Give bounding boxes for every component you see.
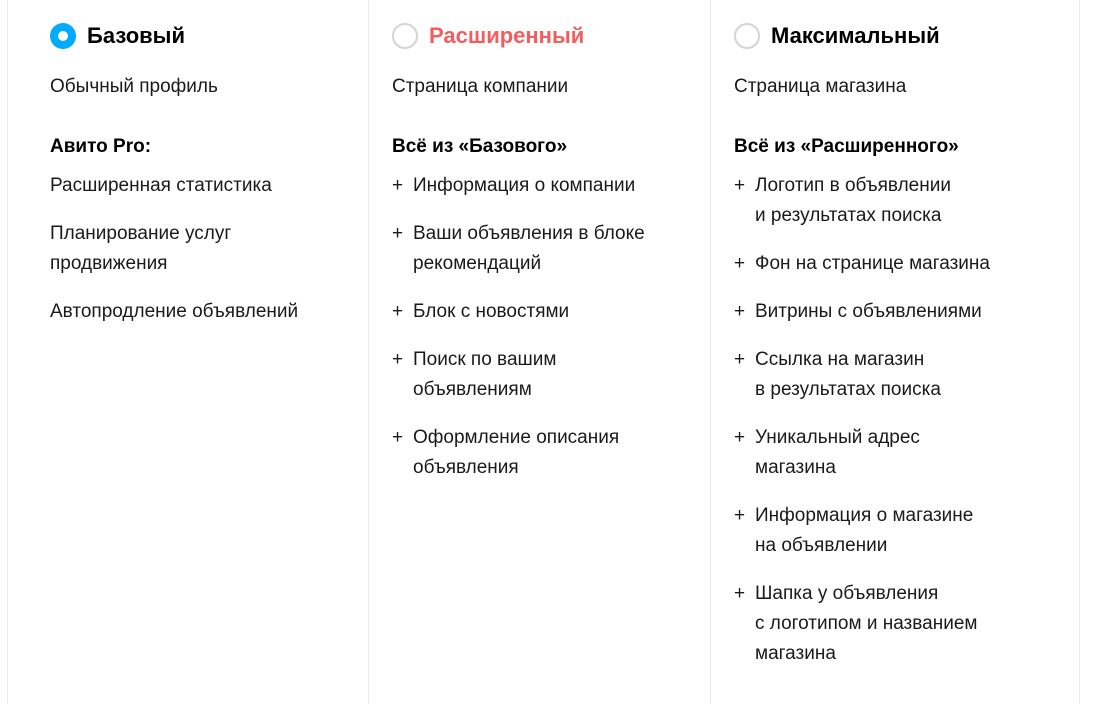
feature-list bbox=[50, 171, 298, 345]
features-heading: Всё из «Базового» bbox=[392, 136, 568, 157]
feature-item: + Фон на странице магазина bbox=[734, 249, 990, 279]
plan-column-extended bbox=[392, 0, 692, 704]
plan-option-basic[interactable] bbox=[50, 22, 185, 50]
feature-item: + Информация о компании bbox=[392, 171, 645, 201]
plan-column-maximum bbox=[734, 0, 1064, 704]
plus-icon: + bbox=[734, 175, 746, 196]
plan-title: Расширенный bbox=[429, 23, 585, 48]
plus-icon: + bbox=[734, 349, 746, 370]
radio-unchecked-icon[interactable] bbox=[392, 23, 418, 49]
feature-item: + Уникальный адрес магазина bbox=[734, 423, 990, 483]
plus-icon: + bbox=[734, 583, 746, 604]
feature-item: + Ссылка на магазин в результатах поиска bbox=[734, 345, 990, 405]
plus-icon: + bbox=[392, 301, 404, 322]
plan-option-maximum[interactable] bbox=[734, 22, 940, 50]
plus-icon: + bbox=[392, 223, 404, 244]
feature-item: + Информация о магазине на объявлении bbox=[734, 501, 990, 561]
plan-subtitle: Обычный профиль bbox=[50, 76, 218, 97]
feature-item: + Витрины с объявлениями bbox=[734, 297, 990, 327]
plus-icon: + bbox=[392, 349, 404, 370]
feature-item: + Оформление описания объявления bbox=[392, 423, 645, 483]
plan-subtitle: Страница магазина bbox=[734, 76, 907, 97]
feature-item: Автопродление объявлений bbox=[50, 301, 299, 322]
plan-subtitle: Страница компании bbox=[392, 76, 569, 97]
column-divider bbox=[710, 0, 711, 704]
features-heading: Авито Pro: bbox=[50, 136, 152, 157]
frame-left-border bbox=[7, 0, 8, 704]
feature-item: + Шапка у объявления с логотипом и названием магазина bbox=[734, 579, 990, 669]
feature-item: + Поиск по вашим объявлениям bbox=[392, 345, 645, 405]
plan-title: Максимальный bbox=[771, 23, 940, 48]
plus-icon: + bbox=[734, 301, 746, 322]
plus-icon: + bbox=[734, 505, 746, 526]
feature-list bbox=[734, 171, 990, 687]
plus-icon: + bbox=[392, 175, 404, 196]
plan-title: Базовый bbox=[87, 23, 185, 48]
frame-right-border bbox=[1079, 0, 1080, 704]
feature-item: + Логотип в объявлении и результатах поиска bbox=[734, 171, 990, 231]
plan-option-extended[interactable] bbox=[392, 22, 584, 50]
feature-list bbox=[392, 171, 645, 501]
plus-icon: + bbox=[392, 427, 404, 448]
radio-unchecked-icon[interactable] bbox=[734, 23, 760, 49]
plus-icon: + bbox=[734, 253, 746, 274]
feature-item: + Блок с новостями bbox=[392, 297, 645, 327]
column-divider bbox=[368, 0, 369, 704]
feature-item: Планирование услуг продвижения bbox=[50, 223, 232, 274]
feature-item: Расширенная статистика bbox=[50, 175, 272, 196]
plus-icon: + bbox=[734, 427, 746, 448]
feature-item: + Ваши объявления в блоке рекомендаций bbox=[392, 219, 645, 279]
features-heading: Всё из «Расширенного» bbox=[734, 136, 959, 157]
plan-column-basic bbox=[50, 0, 350, 704]
radio-checked-icon[interactable] bbox=[50, 23, 76, 49]
